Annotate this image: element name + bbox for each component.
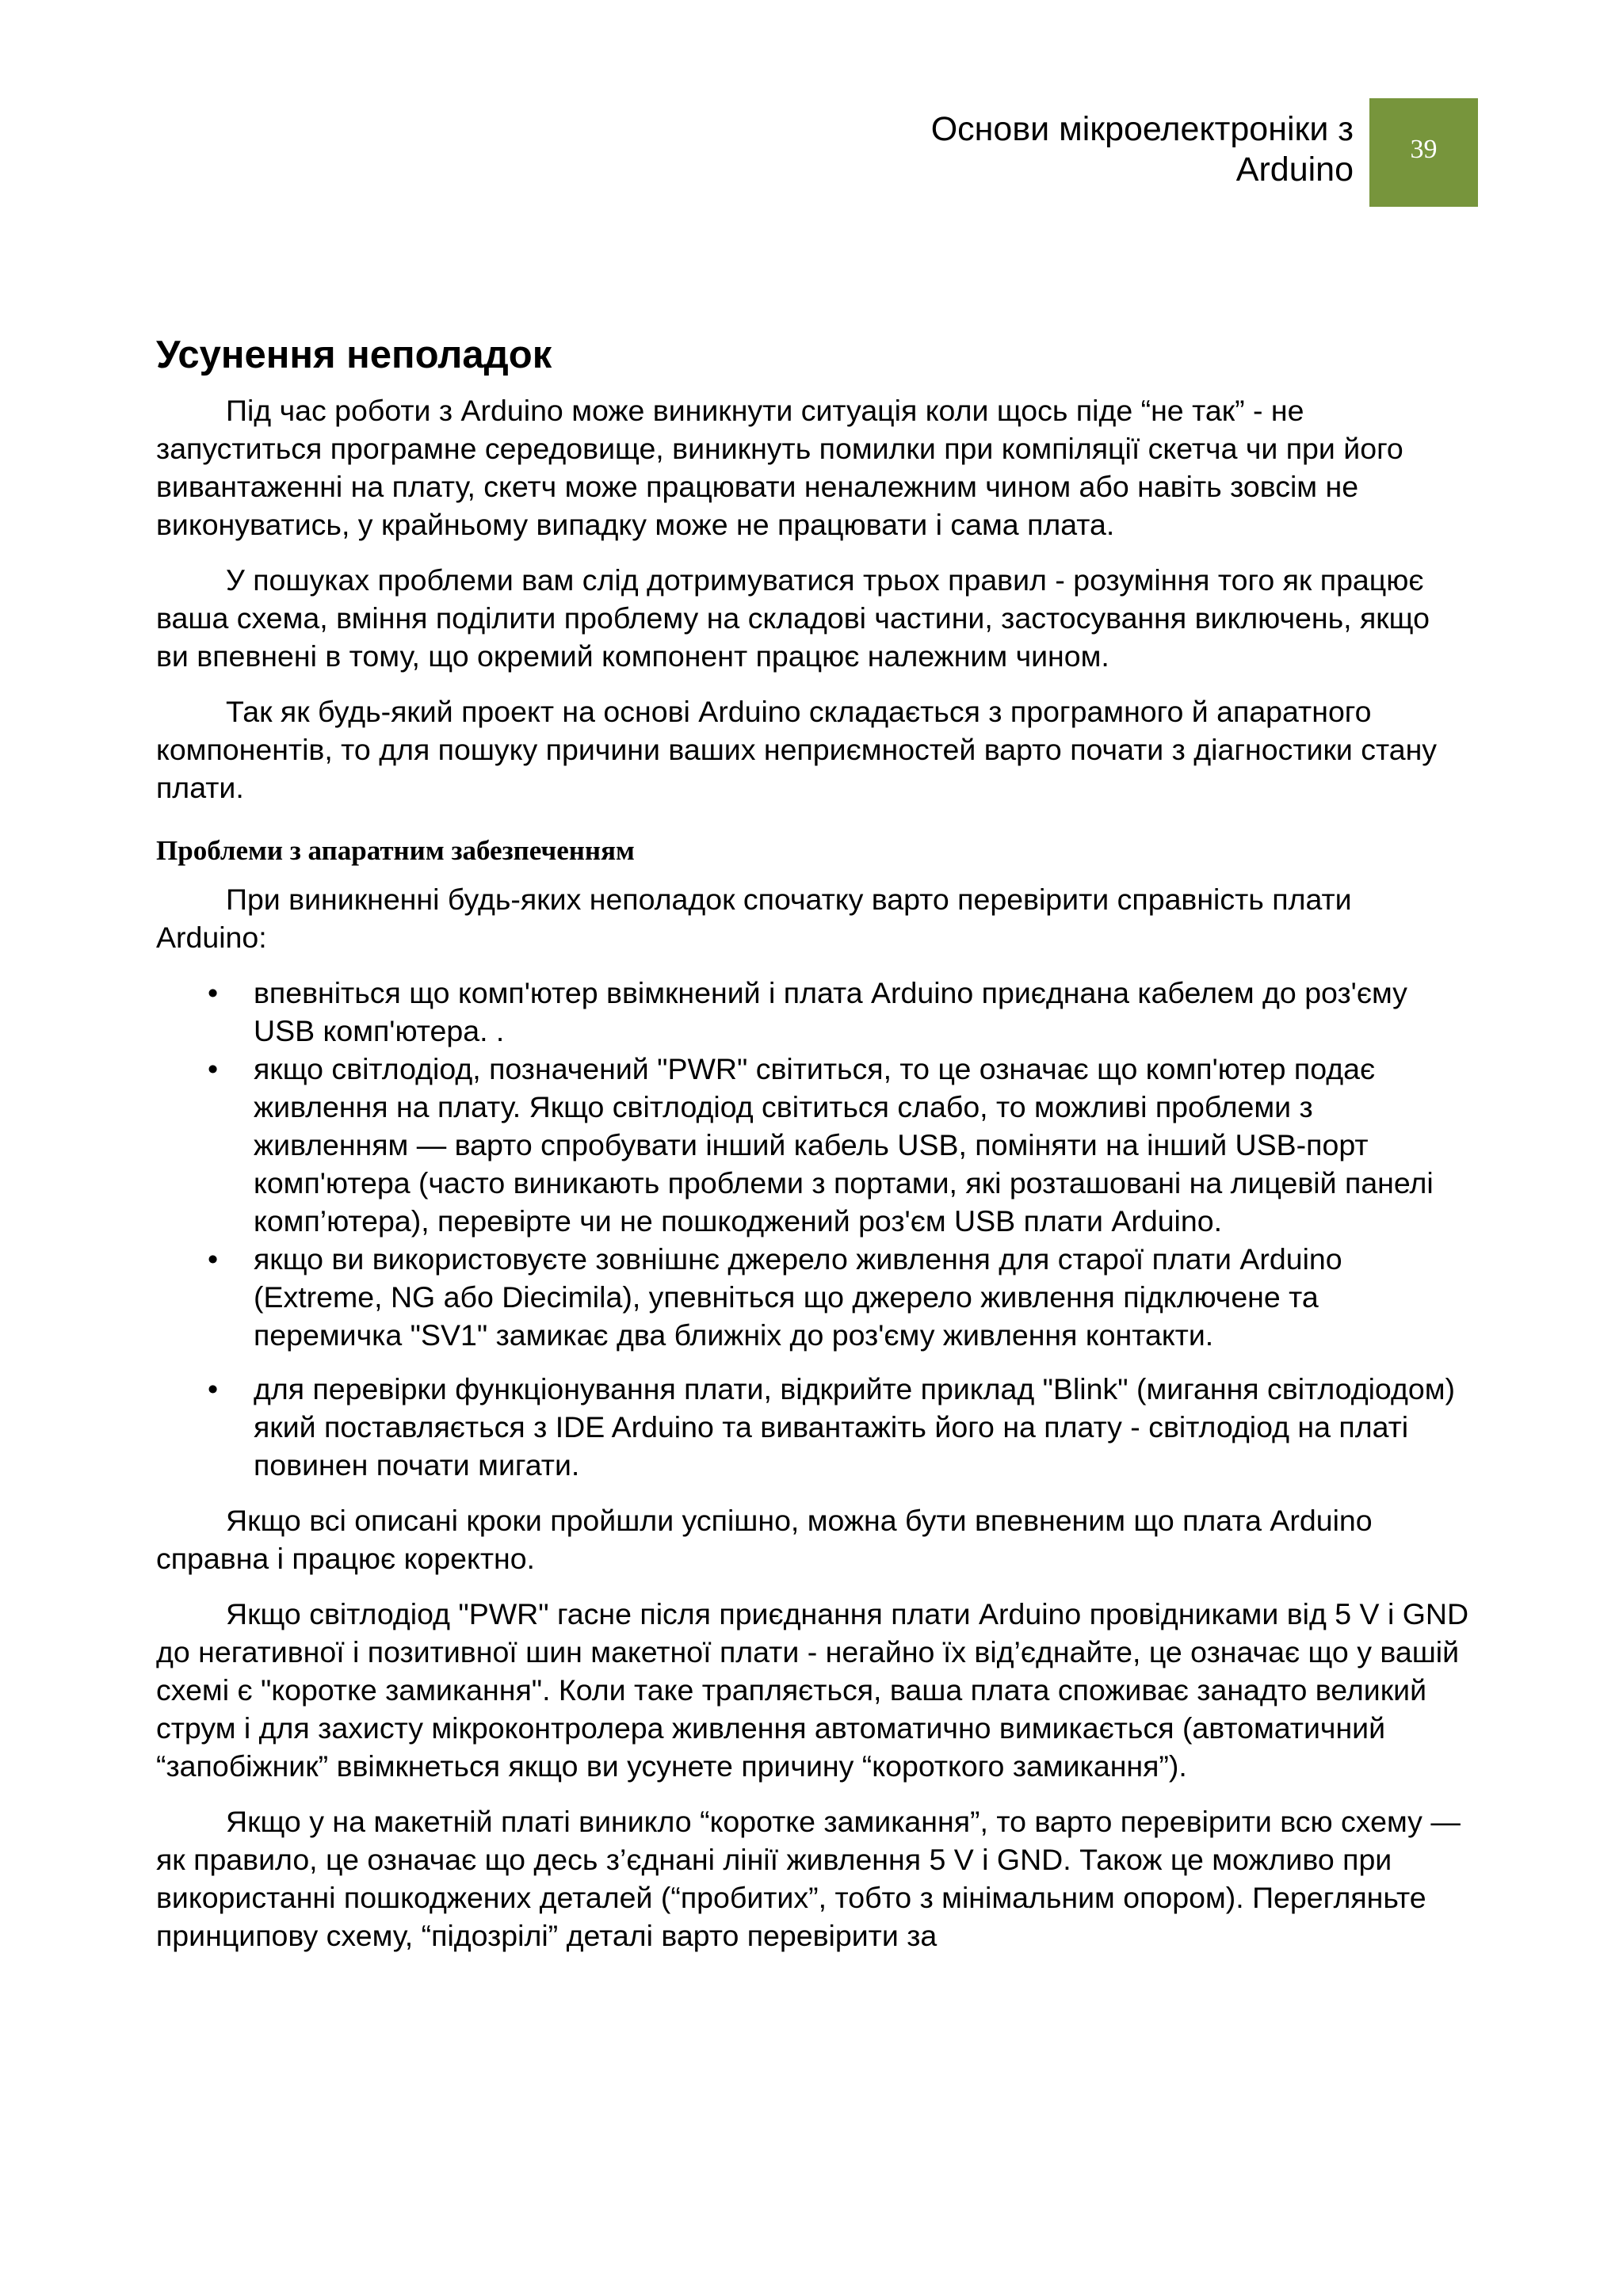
paragraph-after-3: Якщо у на макетній платі виникло “коротке замикання”, то варто перевірити всю схему — як правило, це означає що десь з’єднані лінії живлення 5 V і GND. Також це можливо при використанні пошкоджених деталей (“пробитих”, тобто з мінімальним опором). Перегляньте принципову схему, “підозрілі” деталі варто перевірити за <box>156 1805 1461 1952</box>
list-item: • якщо ви використовуєте зовнішнє джерело живлення для старої плати Arduino (Extreme, NG або Diecimila), упевніться що джерело живлення підключене та перемичка "SV1" замикає два ближніх до роз'єму живлення контакти. <box>156 1240 1470 1354</box>
section-heading: Усунення неполадок <box>156 334 552 376</box>
paragraph-after-1: Якщо всі описані кроки пройшли успішно, можна бути впевненим що плата Arduino справна і працює коректно. <box>156 1504 1373 1575</box>
page-number: 39 <box>1410 134 1438 164</box>
book-title-line-1: Основи мікроелектроніки з <box>930 110 1354 148</box>
subsection-heading: Проблеми з апаратним забезпеченням <box>156 835 635 866</box>
paragraph-after-2: Якщо світлодіод "PWR" гасне після приєднання плати Arduino провідниками від 5 V і GND до негативної і позитивної шин макетної плати - негайно їх від’єднайте, це означає що у вашій схемі є "коротке замикання". Коли таке трапляється, ваша плата споживає занадто великий струм і для захисту мікроконтролера живлення автоматично вимикається (автоматичний “запобіжник” ввімкнеться якщо ви усунете причину “короткого замикання”). <box>156 1597 1469 1783</box>
page-number-badge <box>1369 98 1478 207</box>
paragraph-intro-1: Під час роботи з Arduino може виникнути ситуація коли щось піде “не так” - не запуститься програмне середовище, виникнуть помилки при компіляції скетча чи при його вивантаженні на плату, скетч може працювати неналежним чином або навіть зовсім не виконуватись, у крайньому випадку може не працювати і сама плата. <box>156 394 1403 541</box>
list-item: • впевніться що комп'ютер ввімкнений і плата Arduino приєднана кабелем до роз'єму USB комп'ютера. . <box>156 974 1470 1050</box>
book-title-line-2: Arduino <box>1235 151 1354 189</box>
list-item: • якщо світлодіод, позначений "PWR" світиться, то це означає що комп'ютер подає живлення на плату. Якщо світлодіод світиться слабо, то можливі проблеми з живленням — варто спробувати інший кабель USB, поміняти на інший USB-порт комп'ютера (часто виникають проблеми з портами, які розташовані на лицевій панелі комп’ютера), перевірте чи не пошкоджений роз'єм USB плати Arduino. <box>156 1050 1470 1240</box>
paragraph-pre-list: При виникненні будь-яких неполадок спочатку варто перевірити справність плати Arduino: <box>156 883 1352 954</box>
page-content <box>156 331 1470 1972</box>
paragraph-intro-3: Так як будь-який проект на основі Arduino складається з програмного й апаратного компонентів, то для пошуку причини ваших неприємностей варто почати з діагностики стану плати. <box>156 695 1438 804</box>
list-item: • для перевірки функціонування плати, відкрийте приклад "Blink" (мигання світлодіодом) який поставляється з IDE Arduino та вивантажіть його на плату - світлодіод на платі повинен почати мигати. <box>156 1370 1470 1484</box>
running-header <box>640 109 1354 190</box>
checklist <box>156 974 1470 1484</box>
paragraph-intro-2: У пошуках проблеми вам слід дотримуватися трьох правил - розуміння того як працює ваша схема, вміння поділити проблему на складові частини, застосування виключень, якщо ви впевнені в тому, що окремий компонент працює належним чином. <box>156 563 1430 673</box>
